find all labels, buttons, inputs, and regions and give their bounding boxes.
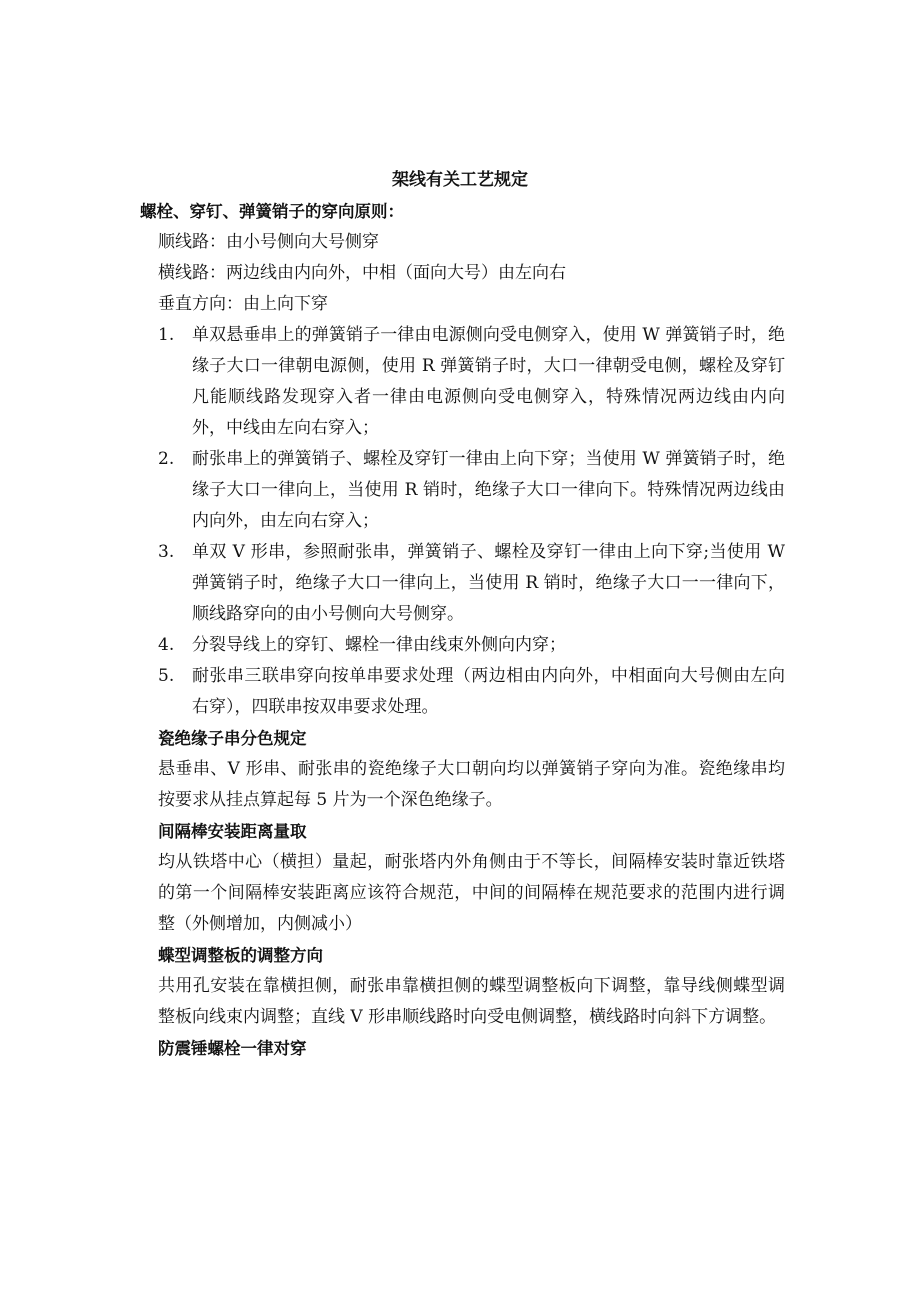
list-item	[140, 444, 785, 537]
section-heading-spacer-distance: 间隔棒安装距离量取	[158, 822, 307, 841]
list-item-text: 分裂导线上的穿钉、螺栓一律由线束外侧向内穿；	[192, 635, 566, 655]
rule-line-along-line: 顺线路：由小号侧向大号侧穿	[158, 232, 379, 252]
section-heading-adjust-plate: 蝶型调整板的调整方向	[158, 946, 323, 965]
section-heading-bolt-direction: 螺栓、穿钉、弹簧销子的穿向原则：	[140, 202, 404, 221]
section-text-spacer-distance: 均从铁塔中心（横担）量起，耐张塔内外角侧由于不等长，间隔棒安装时靠近铁塔的第一个间隔棒安装距离应该符合规范，中间的间隔棒在规范要求的范围内进行调整（外侧增加，内侧减小）	[158, 852, 785, 934]
list-item-text: 单双 V 形串，参照耐张串，弹簧销子、螺栓及穿钉一律由上向下穿;当使用 W 弹簧销子时，绝缘子大口一律向上，当使用 R 销时，绝缘子大口一一律向下，顺线路穿向的由小号侧向大号侧穿。	[192, 542, 785, 624]
rule-line-cross-line: 横线路：两边线由内向外，中相（面向大号）由左向右	[158, 263, 566, 283]
list-item	[140, 661, 785, 723]
list-item-text: 耐张串三联串穿向按单串要求处理（两边相由内向外，中相面向大号侧由左向右穿），四联串按双串要求处理。	[192, 666, 785, 717]
list-item-number: 3.	[158, 542, 175, 562]
document-body	[140, 196, 785, 1064]
list-item-number: 2.	[158, 449, 175, 469]
list-item-text: 耐张串上的弹簧销子、螺栓及穿钉一律由上向下穿；当使用 W 弹簧销子时，绝缘子大口一律向上，当使用 R 销时，绝缘子大口一律向下。特殊情况两边线由内向外，由左向右穿入；	[192, 449, 785, 531]
list-item-number: 5.	[158, 666, 175, 686]
list-item-number: 4.	[158, 635, 175, 655]
section-text-adjust-plate: 共用孔安装在靠横担侧，耐张串靠横担侧的蝶型调整板向下调整，靠导线侧蝶型调整板向线束内调整；直线 V 形串顺线路时向受电侧调整，横线路时向斜下方调整。	[158, 976, 785, 1027]
list-item	[140, 320, 785, 444]
section-heading-damper-bolt: 防震锤螺栓一律对穿	[158, 1039, 307, 1058]
list-item	[140, 537, 785, 630]
rule-line-vertical: 垂直方向：由上向下穿	[158, 294, 328, 314]
document-title: 架线有关工艺规定	[392, 170, 528, 190]
list-item-number: 1.	[158, 325, 175, 345]
section-text-insulator-color: 悬垂串、V 形串、耐张串的瓷绝缘子大口朝向均以弹簧销子穿向为准。瓷绝缘串均按要求从挂点算起每 5 片为一个深色绝缘子。	[158, 759, 785, 810]
numbered-rule-list	[140, 320, 785, 723]
section-heading-insulator-color: 瓷绝缘子串分色规定	[158, 729, 307, 748]
list-item	[140, 630, 785, 661]
list-item-text: 单双悬垂串上的弹簧销子一律由电源侧向受电侧穿入，使用 W 弹簧销子时，绝缘子大口一律朝电源侧，使用 R 弹簧销子时，大口一律朝受电侧，螺栓及穿钉凡能顺线路发现穿入者一律由电源侧向受电侧穿入，特殊情况两边线由内向外，中线由左向右穿入；	[192, 325, 785, 438]
